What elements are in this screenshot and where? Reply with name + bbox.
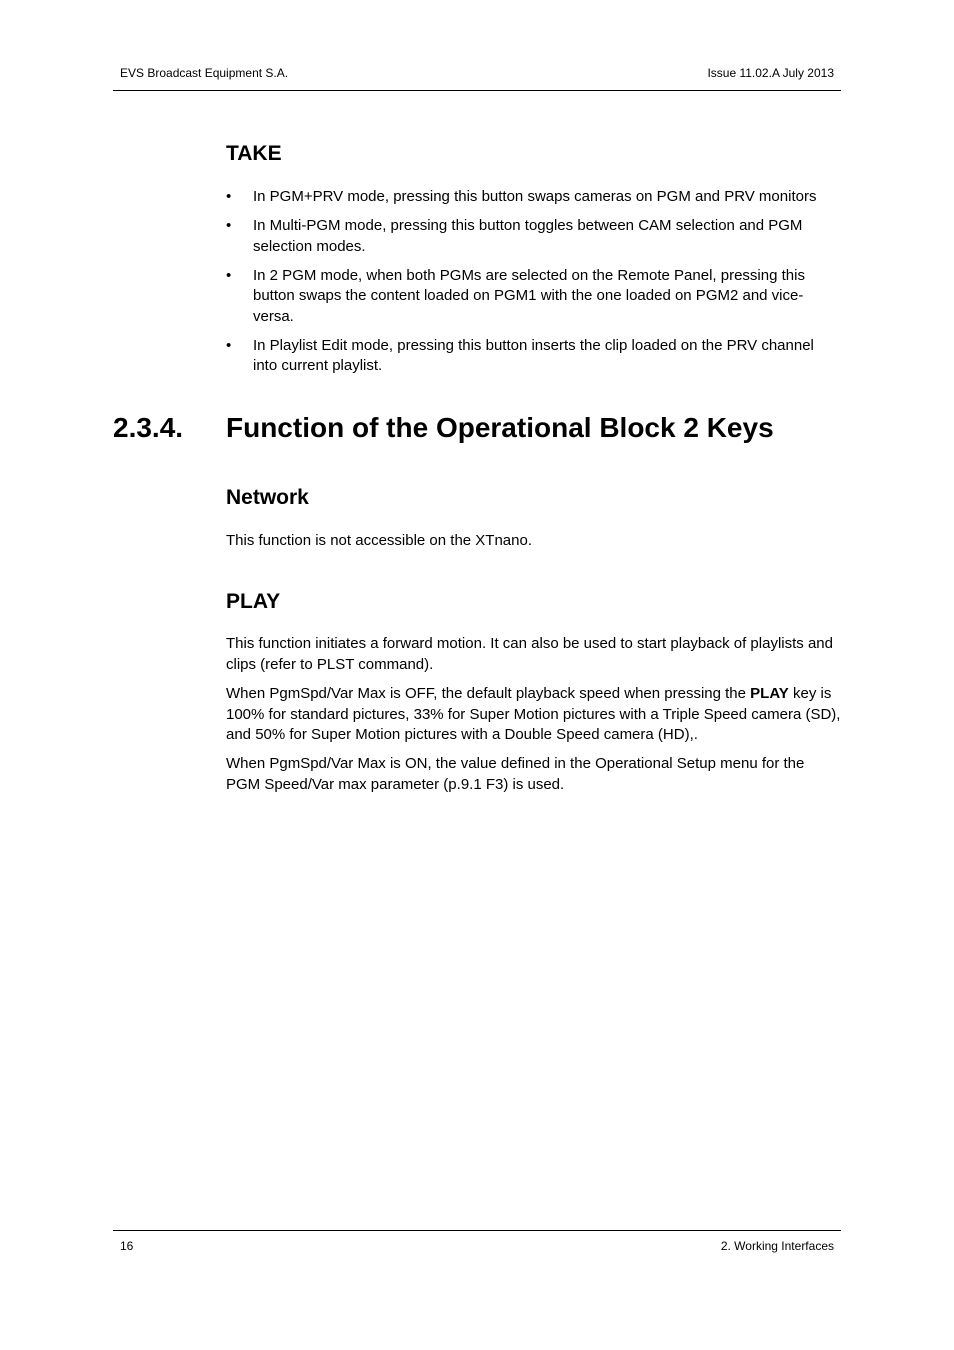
bullet-icon: • (226, 336, 232, 354)
play-key-name: PLAY (750, 685, 789, 702)
play-paragraph-2-end: key is 100% for standard pictures, 33% for Super Motion pictures with a Triple Speed camera (SD), and 50% for Super Motion pictures with a Double Speed camera (HD),. (226, 685, 841, 743)
list-item-text: In 2 PGM mode, when both PGMs are selected on the Remote Panel, pressing this button swaps the content loaded on PGM1 with the one loaded on PGM2 and vice-versa. (253, 266, 805, 325)
list-item (226, 216, 841, 257)
list-item-text: In PGM+PRV mode, pressing this button swaps cameras on PGM and PRV monitors (253, 188, 817, 205)
take-bullet-list (226, 187, 841, 385)
header-company: EVS Broadcast Equipment S.A. (120, 66, 289, 80)
play-paragraph-2-start: When PgmSpd/Var Max is OFF, the default playback speed when pressing the (226, 685, 751, 702)
page-footer (113, 1230, 841, 1253)
header-issue: Issue 11.02.A July 2013 (707, 66, 834, 80)
list-item-text: In Playlist Edit mode, pressing this button inserts the clip loaded on the PRV channel into current playlist. (253, 336, 814, 374)
network-text: This function is not accessible on the XTnano. (226, 532, 533, 549)
play-paragraph-2 (226, 684, 841, 746)
list-item (226, 336, 841, 377)
take-heading: TAKE (226, 142, 282, 165)
play-heading: PLAY (226, 590, 281, 613)
network-heading: Network (226, 486, 309, 509)
footer-chapter: 2. Working Interfaces (720, 1239, 834, 1253)
play-paragraph-1: This function initiates a forward motion. It can also be used to start playback of playlists and clips (refer to PLST command). (226, 635, 833, 673)
section-heading (113, 412, 774, 444)
list-item-text: In Multi-PGM mode, pressing this button toggles between CAM selection and PGM selection modes. (253, 217, 803, 255)
bullet-icon: • (226, 217, 232, 234)
bullet-icon: • (226, 188, 232, 205)
page-number: 16 (120, 1239, 134, 1253)
list-item (226, 266, 841, 328)
bullet-icon: • (226, 266, 232, 284)
play-paragraph-3: When PgmSpd/Var Max is ON, the value defined in the Operational Setup menu for the PGM Speed/Var max parameter (p.9.1 F3) is used. (226, 755, 805, 793)
page-header (113, 64, 841, 91)
section-number: 2.3.4. (113, 412, 184, 443)
list-item (226, 187, 841, 208)
section-title: Function of the Operational Block 2 Keys (226, 412, 774, 443)
